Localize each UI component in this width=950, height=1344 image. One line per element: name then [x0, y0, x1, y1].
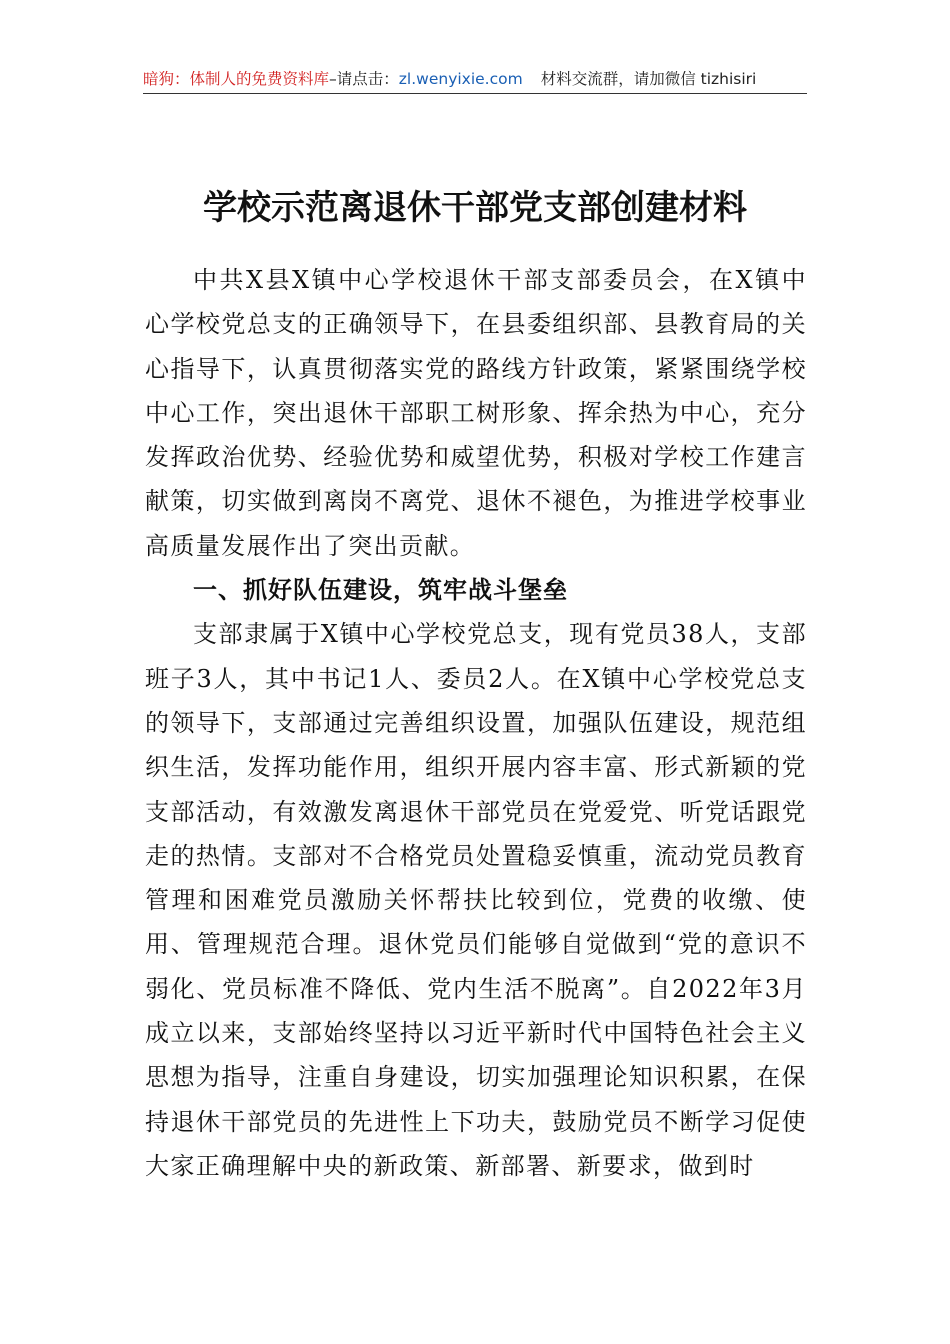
section-heading: 一、抓好队伍建设，筑牢战斗堡垒: [193, 576, 568, 605]
header-site-name: 暗狗：体制人的免费资料库: [143, 70, 330, 88]
header-group-note: 材料交流群，请加微信 tizhisiri: [540, 70, 757, 88]
page-header: [143, 66, 807, 92]
header-url-link[interactable]: zl.wenyixie.com: [398, 70, 523, 88]
document-body: [145, 258, 807, 1188]
header-divider: [143, 93, 807, 94]
header-click-prompt: –请点击：: [329, 70, 399, 88]
section-paragraph: 支部隶属于X镇中心学校党总支，现有党员38人，支部班子3人，其中书记1人、委员2人。在X镇中心学校党总支的领导下，支部通过完善组织设置，加强队伍建设，规范组织生活，发挥功能作用，组织开展内容丰富、形式新颖的党支部活动，有效激发离退休干部党员在党爱党、听党话跟党走的热情。支部对不合格党员处置稳妥慎重，流动党员教育管理和困难党员激励关怀帮扶比较到位，党费的收缴、使用、管理规范合理。退休党员们能够自觉做到“党的意识不弱化、党员标准不降低、党内生活不脱离”。自2022年3月成立以来，支部始终坚持以习近平新时代中国特色社会主义思想为指导，注重自身建设，切实加强理论知识积累，在保持退休干部党员的先进性上下功夫，鼓励党员不断学习促使大家正确理解中央的新政策、新部署、新要求，做到时: [145, 620, 807, 1180]
document-title: 学校示范离退休干部党支部创建材料: [203, 187, 747, 228]
intro-paragraph: 中共X县X镇中心学校退休干部支部委员会，在X镇中心学校党总支的正确领导下，在县委组织部、县教育局的关心指导下，认真贯彻落实党的路线方针政策，紧紧围绕学校中心工作，突出退休干部职工树形象、挥余热为中心，充分发挥政治优势、经验优势和威望优势，积极对学校工作建言献策，切实做到离岗不离党、退休不褪色，为推进学校事业高质量发展作出了突出贡献。: [145, 266, 807, 560]
